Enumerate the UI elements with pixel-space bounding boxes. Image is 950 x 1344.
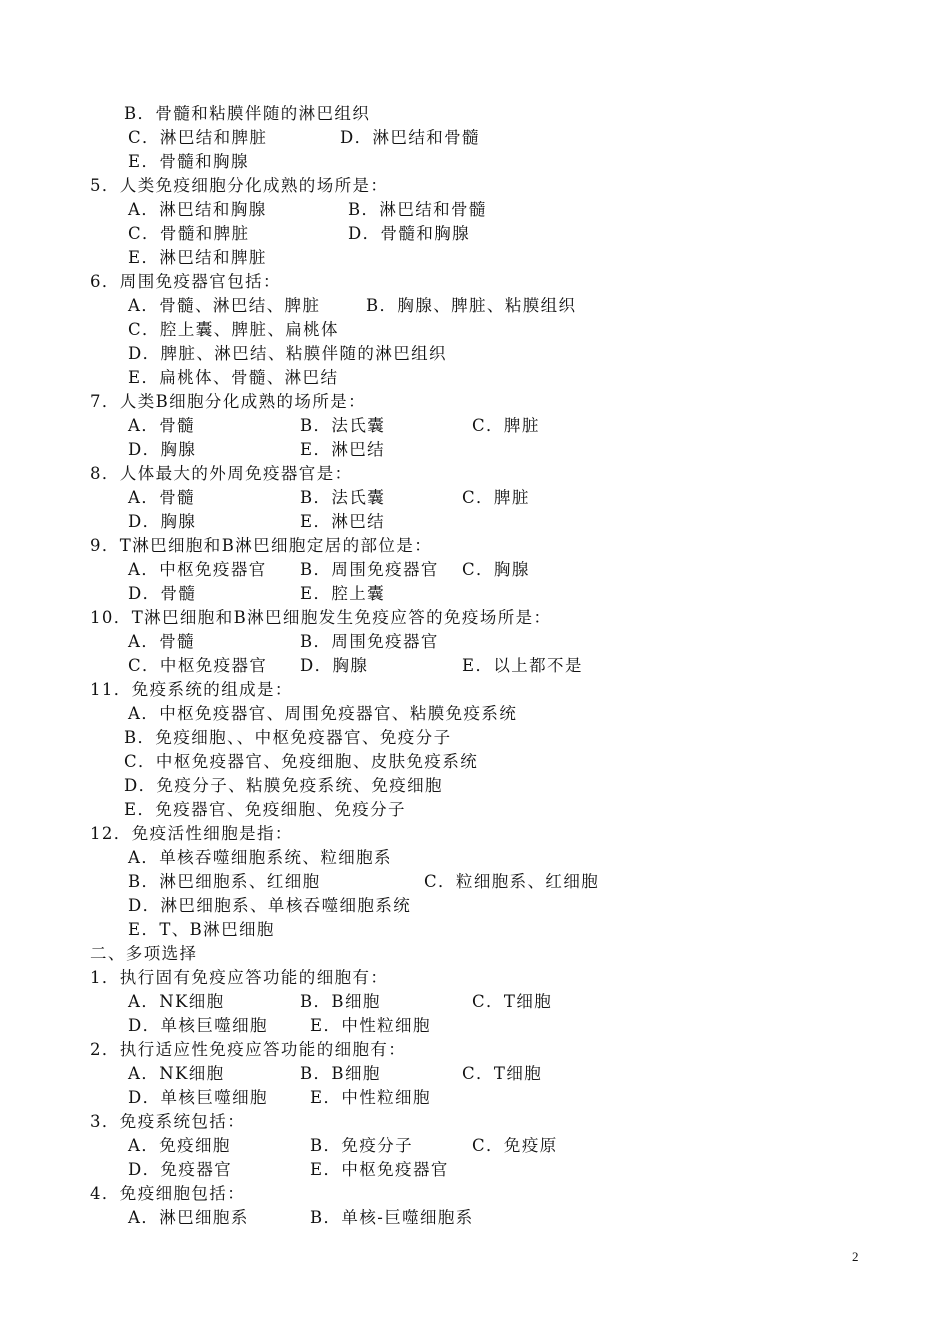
option-line: C．腔上囊、脾脏、扁桃体 xyxy=(128,320,339,339)
option-line: D．单核巨噬细胞 xyxy=(128,1016,268,1035)
option-line: E．骨髓和胸腺 xyxy=(128,152,249,171)
option-line: B．单核-巨噬细胞系 xyxy=(310,1208,474,1227)
option-line: A．免疫细胞 xyxy=(128,1136,231,1155)
option-line: C．T细胞 xyxy=(462,1064,543,1083)
option-line: B．B细胞 xyxy=(300,992,381,1011)
option-line: A．骨髓、淋巴结、脾脏 xyxy=(128,296,321,315)
option-line: D．胸腺 xyxy=(128,440,197,459)
question-line: 7．人类B细胞分化成熟的场所是： xyxy=(90,392,367,411)
option-line: E．腔上囊 xyxy=(300,584,386,603)
question-line: 1．执行固有免疫应答功能的细胞有： xyxy=(90,968,389,987)
option-line: E．中枢免疫器官 xyxy=(310,1160,449,1179)
option-line: B．周围免疫器官 xyxy=(300,632,439,651)
option-line: C．粒细胞系、红细胞 xyxy=(424,872,600,891)
option-line: E．中性粒细胞 xyxy=(310,1016,431,1035)
option-line: E．扁桃体、骨髓、淋巴结 xyxy=(128,368,339,387)
option-line: D．胸腺 xyxy=(300,656,369,675)
option-line: D．淋巴结和骨髓 xyxy=(340,128,480,147)
option-line: E．淋巴结和脾脏 xyxy=(128,248,267,267)
option-line: A．NK细胞 xyxy=(128,992,225,1011)
option-line: C．脾脏 xyxy=(472,416,540,435)
question-line: 5．人类免疫细胞分化成熟的场所是： xyxy=(90,176,389,195)
option-line: B．法氏囊 xyxy=(300,416,386,435)
option-line: B．免疫细胞、、中枢免疫器官、免疫分子 xyxy=(124,728,452,747)
option-line: C．脾脏 xyxy=(462,488,530,507)
option-line: A．单核吞噬细胞系统、粒细胞系 xyxy=(128,848,392,867)
option-line: D．单核巨噬细胞 xyxy=(128,1088,268,1107)
option-line: E．淋巴结 xyxy=(300,512,386,531)
question-line: 11．免疫系统的组成是： xyxy=(90,680,293,699)
option-line: C．T细胞 xyxy=(472,992,553,1011)
option-line: B．淋巴细胞系、红细胞 xyxy=(128,872,321,891)
option-line: C．胸腺 xyxy=(462,560,530,579)
option-line: C．中枢免疫器官 xyxy=(128,656,268,675)
option-line: A．中枢免疫器官 xyxy=(128,560,267,579)
option-line: C．免疫原 xyxy=(472,1136,558,1155)
option-line: D．骨髓和胸腺 xyxy=(348,224,471,243)
question-line: 2．执行适应性免疫应答功能的细胞有： xyxy=(90,1040,407,1059)
question-line: 10．T淋巴细胞和B淋巴细胞发生免疫应答的免疫场所是： xyxy=(90,608,552,627)
question-line: 12．免疫活性细胞是指： xyxy=(90,824,293,843)
option-line: E．以上都不是 xyxy=(462,656,583,675)
option-line: A．骨髓 xyxy=(128,632,196,651)
section-heading: 二、多项选择 xyxy=(90,944,198,963)
option-line: D．胸腺 xyxy=(128,512,197,531)
option-line: A．中枢免疫器官、周围免疫器官、粘膜免疫系统 xyxy=(128,704,518,723)
option-line: A．淋巴细胞系 xyxy=(128,1208,249,1227)
option-line: E．免疫器官、免疫细胞、免疫分子 xyxy=(124,800,406,819)
option-line: B．免疫分子 xyxy=(310,1136,414,1155)
question-line: 9．T淋巴细胞和B淋巴细胞定居的部位是： xyxy=(90,536,433,555)
question-line: 3．免疫系统包括： xyxy=(90,1112,246,1131)
option-line: B．胸腺、脾脏、粘膜组织 xyxy=(366,296,577,315)
option-line: D．脾脏、淋巴结、粘膜伴随的淋巴组织 xyxy=(128,344,447,363)
option-line: C．中枢免疫器官、免疫细胞、皮肤免疫系统 xyxy=(124,752,479,771)
option-line: E．中性粒细胞 xyxy=(310,1088,431,1107)
question-line: 8．人体最大的外周免疫器官是： xyxy=(90,464,353,483)
option-line: B．淋巴结和骨髓 xyxy=(348,200,487,219)
option-line: A．NK细胞 xyxy=(128,1064,225,1083)
page-number: 2 xyxy=(852,1249,859,1264)
option-line: B．法氏囊 xyxy=(300,488,386,507)
option-line: D．免疫器官 xyxy=(128,1160,233,1179)
option-line: B．B细胞 xyxy=(300,1064,381,1083)
option-line: A．骨髓 xyxy=(128,488,196,507)
question-line: 4．免疫细胞包括： xyxy=(90,1184,246,1203)
option-line: D．淋巴细胞系、单核吞噬细胞系统 xyxy=(128,896,412,915)
option-line: B．周围免疫器官 xyxy=(300,560,439,579)
option-line: C．骨髓和脾脏 xyxy=(128,224,250,243)
option-line: E．T、B淋巴细胞 xyxy=(128,920,275,939)
option-line: A．骨髓 xyxy=(128,416,196,435)
option-line: A．淋巴结和胸腺 xyxy=(128,200,267,219)
option-line: E．淋巴结 xyxy=(300,440,386,459)
option-line: B．骨髓和粘膜伴随的淋巴组织 xyxy=(124,104,371,123)
option-line: D．骨髓 xyxy=(128,584,197,603)
option-line: C．淋巴结和脾脏 xyxy=(128,128,268,147)
question-line: 6．周围免疫器官包括： xyxy=(90,272,281,291)
option-line: D．免疫分子、粘膜免疫系统、免疫细胞 xyxy=(124,776,443,795)
